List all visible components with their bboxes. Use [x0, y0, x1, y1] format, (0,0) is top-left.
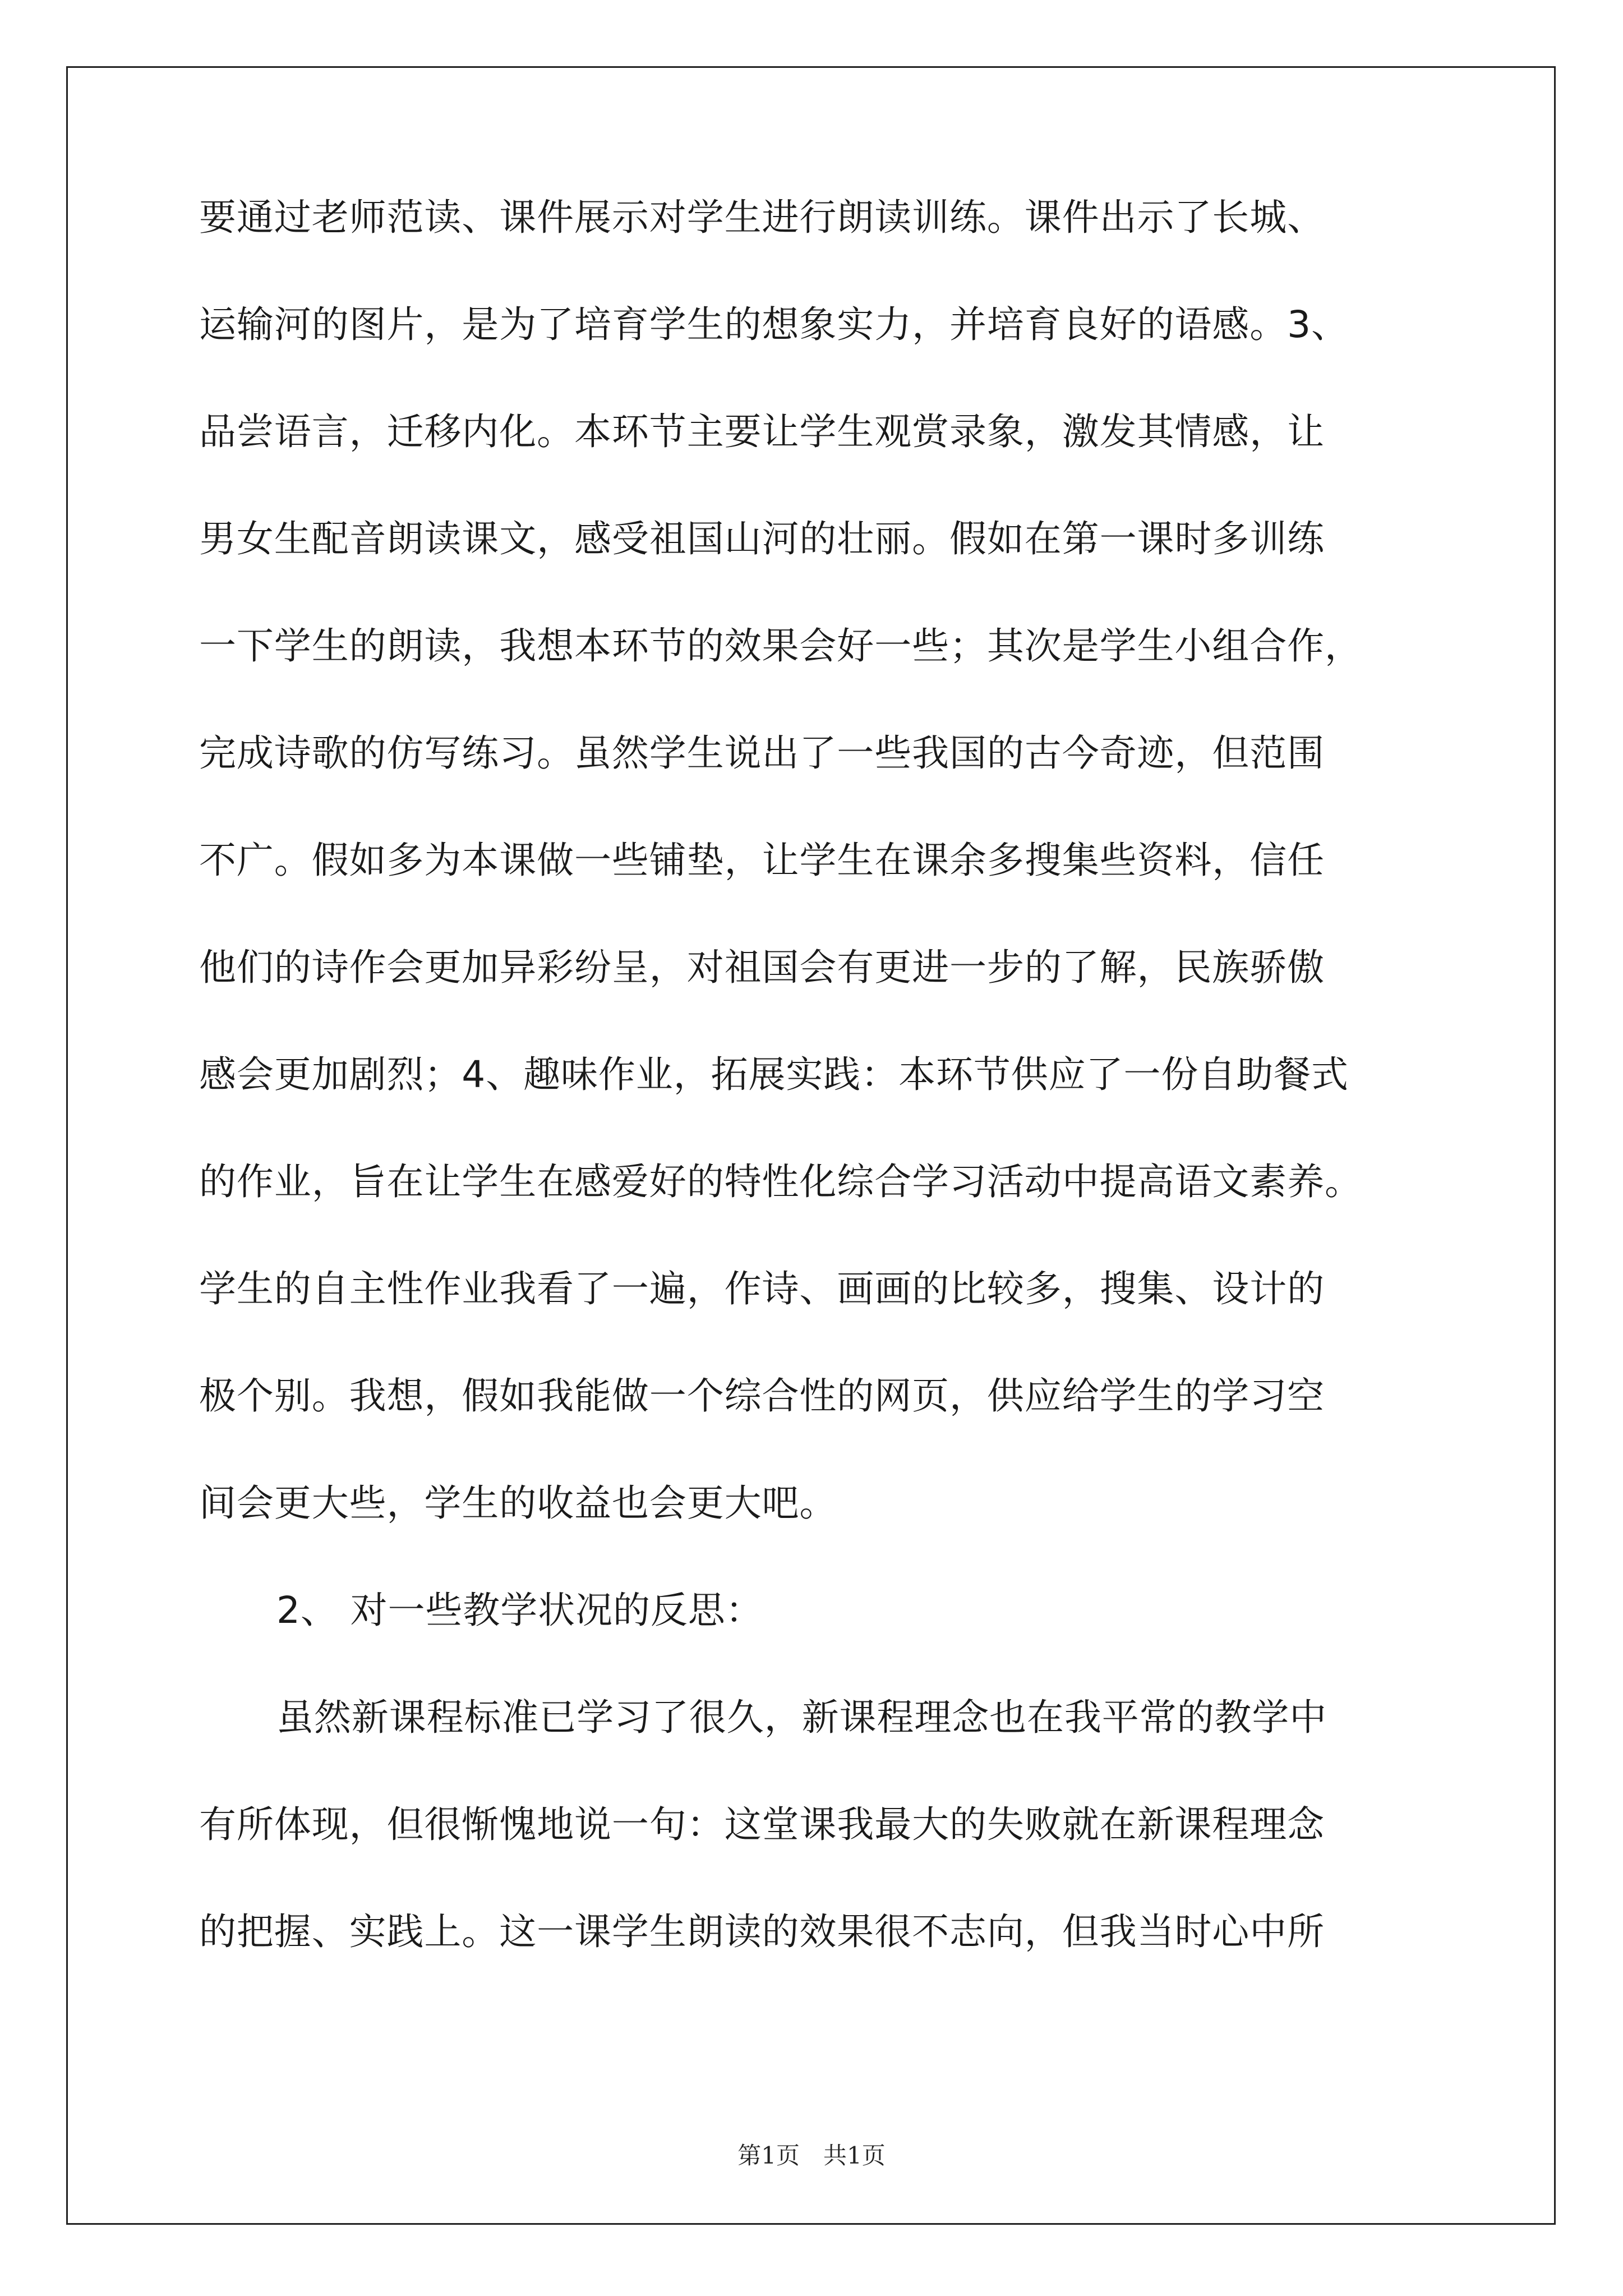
- text-line: 品尝语言，迁移内化。本环节主要让学生观赏录象，激发其情感，让: [199, 410, 1325, 453]
- text-line: 男女生配音朗读课文，感受祖国山河的壮丽。假如在第一课时多训练: [199, 517, 1325, 560]
- text-line: 学生的自主性作业我看了一遍，作诗、画画的比较多，搜集、设计的: [199, 1267, 1325, 1310]
- text-line: 的作业，旨在让学生在感爱好的特性化综合学习活动中提高语文素养。: [199, 1160, 1362, 1203]
- page-border: [66, 66, 1556, 2225]
- text-line: 极个别。我想，假如我能做一个综合性的网页，供应给学生的学习空: [199, 1374, 1325, 1418]
- text-line: 虽然新课程标准已学习了很久，新课程理念也在我平常的教学中: [276, 1696, 1327, 1739]
- text-line: 他们的诗作会更加异彩纷呈，对祖国会有更进一步的了解，民族骄傲: [199, 946, 1325, 989]
- text-line: 间会更大些，学生的收益也会更大吧。: [199, 1481, 837, 1525]
- text-line: 有所体现，但很惭愧地说一句：这堂课我最大的失败就在新课程理念: [199, 1803, 1325, 1846]
- text-line: 感会更加剧烈；4、趣味作业，拓展实践：本环节供应了一份自助餐式: [199, 1053, 1349, 1096]
- text-line: 一下学生的朗读，我想本环节的效果会好一些；其次是学生小组合作，: [199, 624, 1362, 668]
- text-line: 要通过老师范读、课件展示对学生进行朗读训练。课件出示了长城、: [199, 196, 1325, 239]
- section-heading: 2、 对一些教学状况的反思：: [276, 1589, 763, 1632]
- text-line: 运输河的图片，是为了培育学生的想象实力，并培育良好的语感。3、: [199, 303, 1349, 346]
- text-line: 不广。假如多为本课做一些铺垫，让学生在课余多搜集些资料，信任: [199, 839, 1325, 882]
- page-number-footer: 第1页 共1页: [737, 2142, 886, 2169]
- text-line: 的把握、实践上。这一课学生朗读的效果很不志向，但我当时心中所: [199, 1910, 1325, 1953]
- text-line: 完成诗歌的仿写练习。虽然学生说出了一些我国的古今奇迹，但范围: [199, 731, 1325, 775]
